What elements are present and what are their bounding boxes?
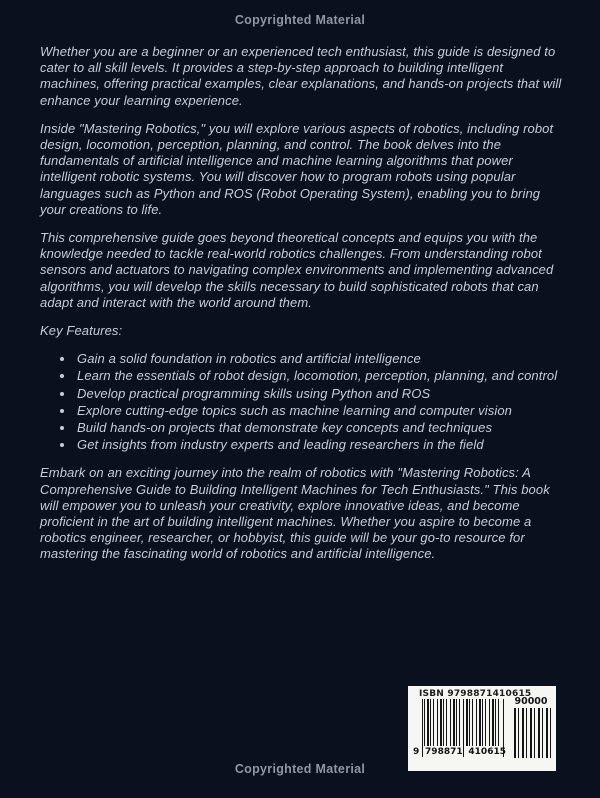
key-features-heading: Key Features:: [40, 323, 123, 339]
isbn-label: ISBN 9798871410615: [419, 689, 532, 699]
key-feature-item: • Learn the essentials of robot design, locomotion, perception, planning, and control: [75, 368, 564, 384]
barcode-digit-group: 798871: [425, 747, 463, 757]
barcode-panel: [408, 686, 556, 771]
barcode-digit-group: 410615: [468, 747, 506, 757]
barcode-addon-code: 90000: [514, 696, 548, 707]
key-features-list: [40, 351, 564, 453]
closing-paragraph: Embark on an exciting journey into the realm of robotics with "Mastering Robotics: A Comprehensive Guide to Building Intelligent Machines for Tech Enthusiasts." This book will empower you to unleash your creativity, explore innovative ideas, and become proficient in the art of building intelligent machines. Whether you aspire to become a robotics engineer, researcher, or hobbyist, this guide will be your go-to resource for mastering the fascinating world of robotics and artificial intelligence.: [40, 465, 550, 562]
key-feature-item: • Develop practical programming skills using Python and ROS: [75, 386, 564, 402]
key-feature-item: • Explore cutting-edge topics such as machine learning and computer vision: [75, 403, 564, 419]
barcode-digits: [413, 747, 506, 757]
barcode-addon-bars: [514, 708, 551, 758]
barcode-digit-prefix: 9: [413, 747, 420, 757]
copyright-bottom-label: Copyrighted Material: [234, 762, 366, 776]
description-paragraph-2: Inside "Mastering Robotics," you will explore various aspects of robotics, including robot design, locomotion, perception, planning, and control. The book delves into the fundamentals of artificial intelligence and machine learning algorithms that power intelligent robotic systems. You will discover how to program robots using popular languages such as Python and ROS (Robot Operating System), enabling you to bring your creations to life.: [40, 120, 554, 217]
description-paragraph-3: This comprehensive guide goes beyond theoretical concepts and equips you with the knowledge needed to tackle real-world robotics challenges. From understanding robot sensors and actuators to navigating complex environments and implementing advanced algorithms, you will develop the skills necessary to build sophisticated robots that can adapt and interact with the world around them.: [40, 230, 554, 310]
key-feature-item: • Get insights from industry experts and leading researchers in the field: [75, 437, 564, 453]
key-feature-item: • Build hands-on projects that demonstrate key concepts and techniques: [75, 420, 564, 436]
description-paragraph-1: Whether you are a beginner or an experienced tech enthusiast, this guide is designed to cater to all skill levels. It provides a step-by-step approach to building intelligent machines, offering practical examples, clear explanations, and hands-on projects that will enhance your learning experience.: [40, 44, 562, 108]
key-feature-item: • Gain a solid foundation in robotics and artificial intelligence: [75, 351, 564, 367]
back-cover-text: [40, 44, 564, 575]
copyright-top-label: Copyrighted Material: [234, 13, 366, 27]
